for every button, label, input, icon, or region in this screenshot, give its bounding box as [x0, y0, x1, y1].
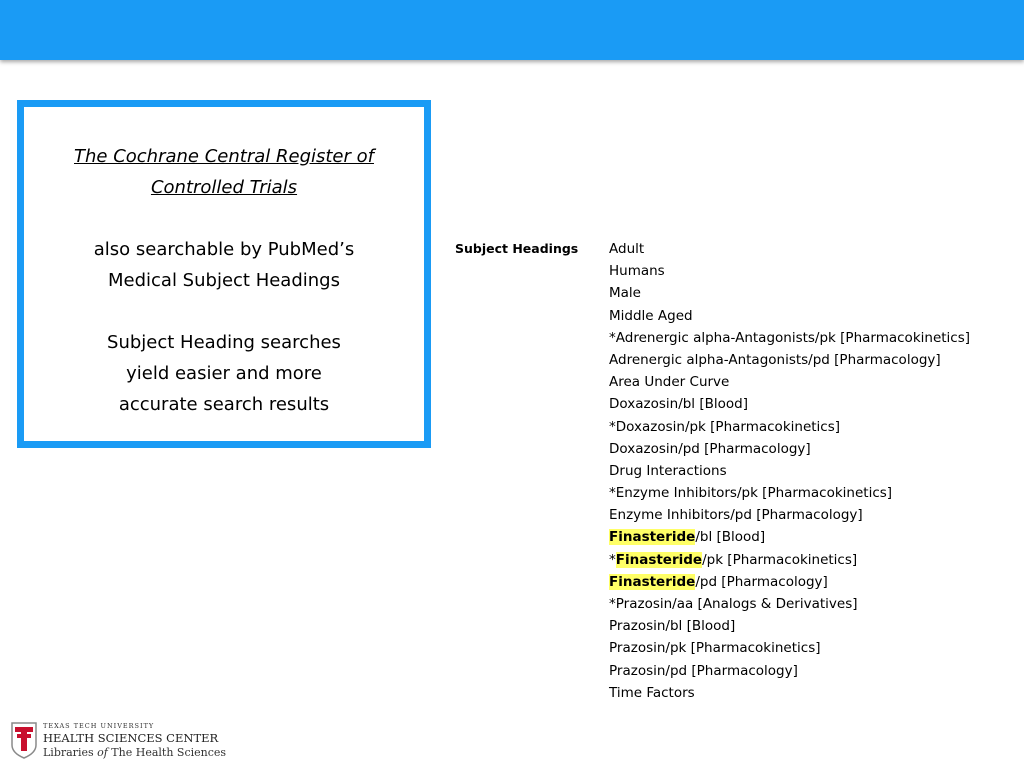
heading-text: Doxazosin/bl [Blood] [609, 396, 748, 413]
subject-heading-item [609, 438, 1019, 460]
heading-text: Male [609, 285, 641, 302]
subject-heading-item [609, 416, 1019, 438]
heading-text: *Doxazosin/pk [Pharmacokinetics] [609, 418, 841, 435]
double-t-logo-icon [10, 721, 38, 759]
logo-libraries-prefix: Libraries [43, 746, 98, 759]
subject-heading-item [609, 593, 1019, 615]
heading-text: Enzyme Inhibitors/pd [Pharmacology] [609, 507, 863, 524]
subject-heading-item [609, 615, 1019, 637]
logo-libraries-suffix: The Health Sciences [107, 746, 227, 759]
subject-heading-item [609, 660, 1019, 682]
subject-heading-item [609, 526, 1019, 548]
heading-text: Doxazosin/pd [Pharmacology] [609, 440, 811, 457]
heading-text: Humans [609, 263, 665, 280]
heading-text: Adrenergic alpha-Antagonists/pd [Pharmacology] [609, 351, 941, 368]
heading-highlighted-term: Finasteride [615, 551, 703, 568]
subject-heading-item [609, 504, 1019, 526]
subject-heading-item [609, 349, 1019, 371]
callout-para3-line3: accurate search results [118, 394, 330, 415]
heading-text: Middle Aged [609, 307, 693, 324]
heading-text: Area Under Curve [609, 374, 730, 391]
heading-text: /bl [Blood] [695, 529, 766, 546]
subject-heading-item [609, 327, 1019, 349]
logo-libraries-of: of [97, 746, 108, 759]
ttuhsc-libraries-logo [10, 719, 250, 763]
heading-text: Prazosin/pk [Pharmacokinetics] [609, 640, 821, 657]
heading-highlighted-term: Finasteride [609, 573, 696, 590]
heading-prefix: * [609, 551, 616, 568]
logo-libraries-line [43, 746, 226, 759]
logo-center-name: HEALTH SCIENCES CENTER [43, 731, 219, 745]
heading-text: Prazosin/bl [Blood] [609, 618, 736, 635]
subject-heading-item [609, 637, 1019, 659]
heading-text: Drug Interactions [609, 462, 727, 479]
header-bar [0, 0, 1024, 60]
subject-heading-item [609, 571, 1019, 593]
heading-text: Time Factors [609, 684, 695, 701]
heading-text: /pk [Pharmacokinetics] [702, 551, 858, 568]
heading-text: Adult [609, 241, 645, 257]
logo-university-name: TEXAS TECH UNIVERSITY [43, 722, 155, 730]
callout-para3-line1: Subject Heading searches [107, 332, 341, 353]
subject-heading-item [609, 682, 1019, 704]
subject-heading-item [609, 371, 1019, 393]
subject-heading-item [609, 282, 1019, 304]
heading-text: *Prazosin/aa [Analogs & Derivatives] [609, 596, 858, 612]
subject-heading-item [609, 482, 1019, 504]
heading-text: Prazosin/pd [Pharmacology] [609, 662, 798, 679]
callout-para2-line1: also searchable by PubMed’s [93, 239, 355, 260]
subject-headings-label: Subject Headings [455, 241, 579, 256]
subject-heading-item [609, 260, 1019, 282]
callout-title-line1: The Cochrane Central Register of [74, 146, 374, 167]
subject-heading-item [609, 305, 1019, 327]
callout-para2-line2: Medical Subject Headings [108, 270, 340, 291]
callout-title-line2: Controlled Trials [150, 177, 298, 198]
subject-headings-list [609, 238, 1019, 704]
callout-para3-line2: yield easier and more [126, 363, 322, 384]
subject-heading-item [609, 238, 1019, 260]
heading-text: *Adrenergic alpha-Antagonists/pk [Pharmacokinetics] [609, 329, 971, 346]
subject-heading-item [609, 393, 1019, 415]
callout-text [24, 141, 424, 420]
subject-heading-item [609, 549, 1019, 571]
subject-heading-item [609, 460, 1019, 482]
heading-highlighted-term: Finasteride [609, 529, 696, 546]
heading-text: /pd [Pharmacology] [695, 573, 828, 590]
info-callout-box [17, 100, 431, 448]
heading-text: *Enzyme Inhibitors/pk [Pharmacokinetics] [609, 485, 893, 502]
